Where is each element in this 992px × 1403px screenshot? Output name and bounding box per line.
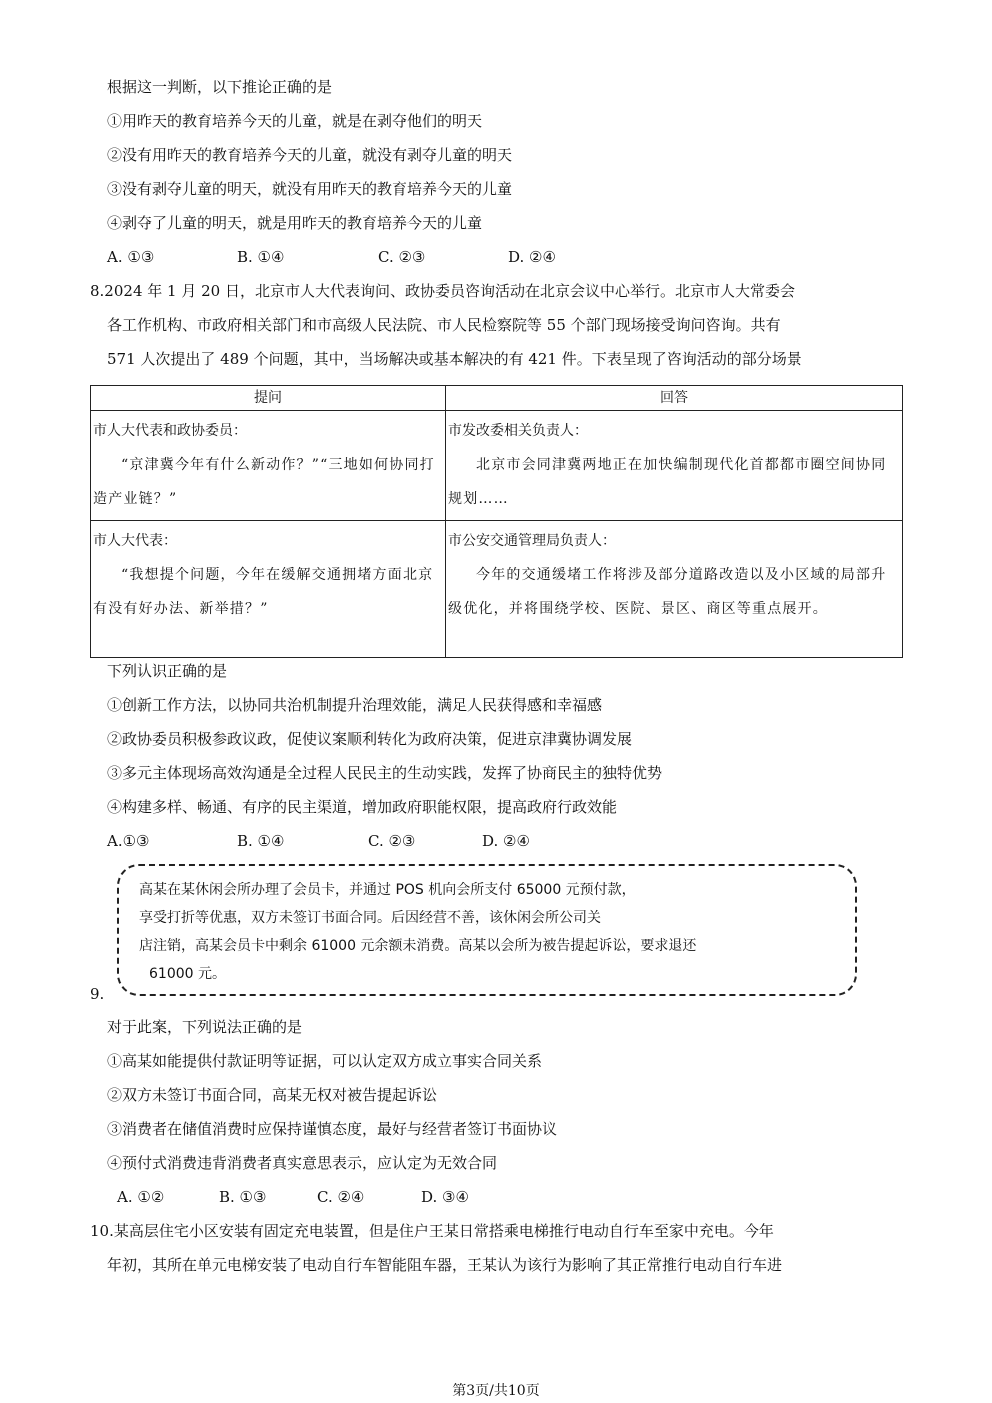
page-number: 第3页/共10页 — [452, 1383, 540, 1399]
q8-table-question-cell — [91, 521, 446, 658]
responder-label: 市公安交通管理局负责人： — [448, 533, 616, 549]
q8-stem-line-2: 各工作机构、市政府相关部门和市高级人民法院、市人民检察院等 55 个部门现场接受询问咨询。共有 — [107, 316, 781, 334]
question-text: “我想提个问题，今年在缓解交通拥堵方面北京有没有好办法、新举措？” — [93, 567, 434, 617]
q8-table-header-row — [91, 386, 903, 411]
q8-table-answer-cell — [446, 521, 903, 658]
q7-option-c: C. ②③ — [378, 248, 426, 266]
q7-item-3: ③没有剥夺儿童的明天，就没有用昨天的教育培养今天的儿童 — [107, 180, 513, 198]
q8-item-4: ④构建多样、畅通、有序的民主渠道，增加政府职能权限，提高政府行政效能 — [107, 798, 618, 816]
q8-option-a: A.①③ — [107, 832, 150, 850]
q8-table — [90, 385, 903, 658]
q9-case-line-3: 店注销，高某会员卡中剩余 61000 元余额未消费。高某以会所为被告提起诉讼，要求退还 — [139, 938, 697, 954]
q9-item-1: ①高某如能提供付款证明等证据，可以认定双方成立事实合同关系 — [107, 1052, 543, 1070]
q7-item-4: ④剥夺了儿童的明天，就是用昨天的教育培养今天的儿童 — [107, 214, 483, 232]
q8-stem-line-1: 8.2024 年 1 月 20 日，北京市人大代表询问、政协委员咨询活动在北京会议中心举行。北京市人大常委会 — [90, 282, 795, 300]
q7-item-1: ①用昨天的教育培养今天的儿童，就是在剥夺他们的明天 — [107, 112, 483, 130]
q8-table-answer-cell — [446, 411, 903, 521]
q9-case-box — [117, 864, 857, 996]
q9-lead: 对于此案，下列说法正确的是 — [107, 1018, 303, 1036]
question-text: “京津冀今年有什么新动作？”“三地如何协同打造产业链？” — [93, 457, 435, 507]
q8-option-c: C. ②③ — [368, 832, 416, 850]
questioner-label: 市人大代表和政协委员： — [93, 423, 247, 439]
table-row — [91, 411, 903, 521]
q9-number: 9. — [90, 985, 105, 1003]
q8-item-3: ③多元主体现场高效沟通是全过程人民民主的生动实践，发挥了协商民主的独特优势 — [107, 764, 663, 782]
q7-option-d: D. ②④ — [508, 248, 556, 266]
q8-item-2: ②政协委员积极参政议政，促使议案顺利转化为政府决策，促进京津冀协调发展 — [107, 730, 633, 748]
q9-item-4: ④预付式消费违背消费者真实意思表示，应认定为无效合同 — [107, 1154, 498, 1172]
answer-text: 今年的交通缓堵工作将涉及部分道路改造以及小区域的局部升级优化，并将围绕学校、医院、景区、商区等重点展开。 — [448, 567, 887, 617]
q9-case-line-4: 61000 元。 — [149, 966, 226, 982]
q8-stem-line-3: 571 人次提出了 489 个问题，其中，当场解决或基本解决的有 421 件。下表呈现了咨询活动的部分场景 — [107, 350, 802, 368]
table-row — [91, 521, 903, 658]
q7-option-a: A. ①③ — [107, 248, 155, 266]
q8-item-1: ①创新工作方法，以协同共治机制提升治理效能，满足人民获得感和幸福感 — [107, 696, 603, 714]
q8-option-b: B. ①④ — [237, 832, 285, 850]
q7-lead: 根据这一判断，以下推论正确的是 — [107, 78, 333, 96]
q9-case-line-1: 高某在某休闲会所办理了会员卡，并通过 POS 机向会所支付 65000 元预付款， — [139, 882, 636, 898]
q8-table-header-question: 提问 — [91, 386, 446, 411]
q9-option-d: D. ③④ — [421, 1188, 469, 1206]
questioner-label: 市人大代表： — [93, 533, 177, 549]
q7-option-b: B. ①④ — [237, 248, 285, 266]
q7-item-2: ②没有用昨天的教育培养今天的儿童，就没有剥夺儿童的明天 — [107, 146, 513, 164]
answer-text: 北京市会同津冀两地正在加快编制现代化首都都市圈空间协同规划…… — [448, 457, 887, 507]
q8-table-question-cell — [91, 411, 446, 521]
q9-option-b: B. ①③ — [219, 1188, 267, 1206]
q8-table-header-answer: 回答 — [446, 386, 903, 411]
responder-label: 市发改委相关负责人： — [448, 423, 588, 439]
q10-stem-line-1: 10.某高层住宅小区安装有固定充电装置，但是住户王某日常搭乘电梯推行电动自行车至家中充电。今年 — [90, 1222, 774, 1240]
q9-item-3: ③消费者在储值消费时应保持谨慎态度，最好与经营者签订书面协议 — [107, 1120, 558, 1138]
q9-option-c: C. ②④ — [317, 1188, 365, 1206]
q8-option-d: D. ②④ — [482, 832, 530, 850]
q9-case-line-2: 享受打折等优惠，双方未签订书面合同。后因经营不善，该休闲会所公司关 — [139, 910, 601, 926]
q8-lead: 下列认识正确的是 — [107, 662, 228, 680]
q9-item-2: ②双方未签订书面合同，高某无权对被告提起诉讼 — [107, 1086, 438, 1104]
q10-stem-line-2: 年初，其所在单元电梯安装了电动自行车智能阻车器，王某认为该行为影响了其正常推行电动自行车进 — [107, 1256, 783, 1274]
q9-option-a: A. ①② — [117, 1188, 165, 1206]
